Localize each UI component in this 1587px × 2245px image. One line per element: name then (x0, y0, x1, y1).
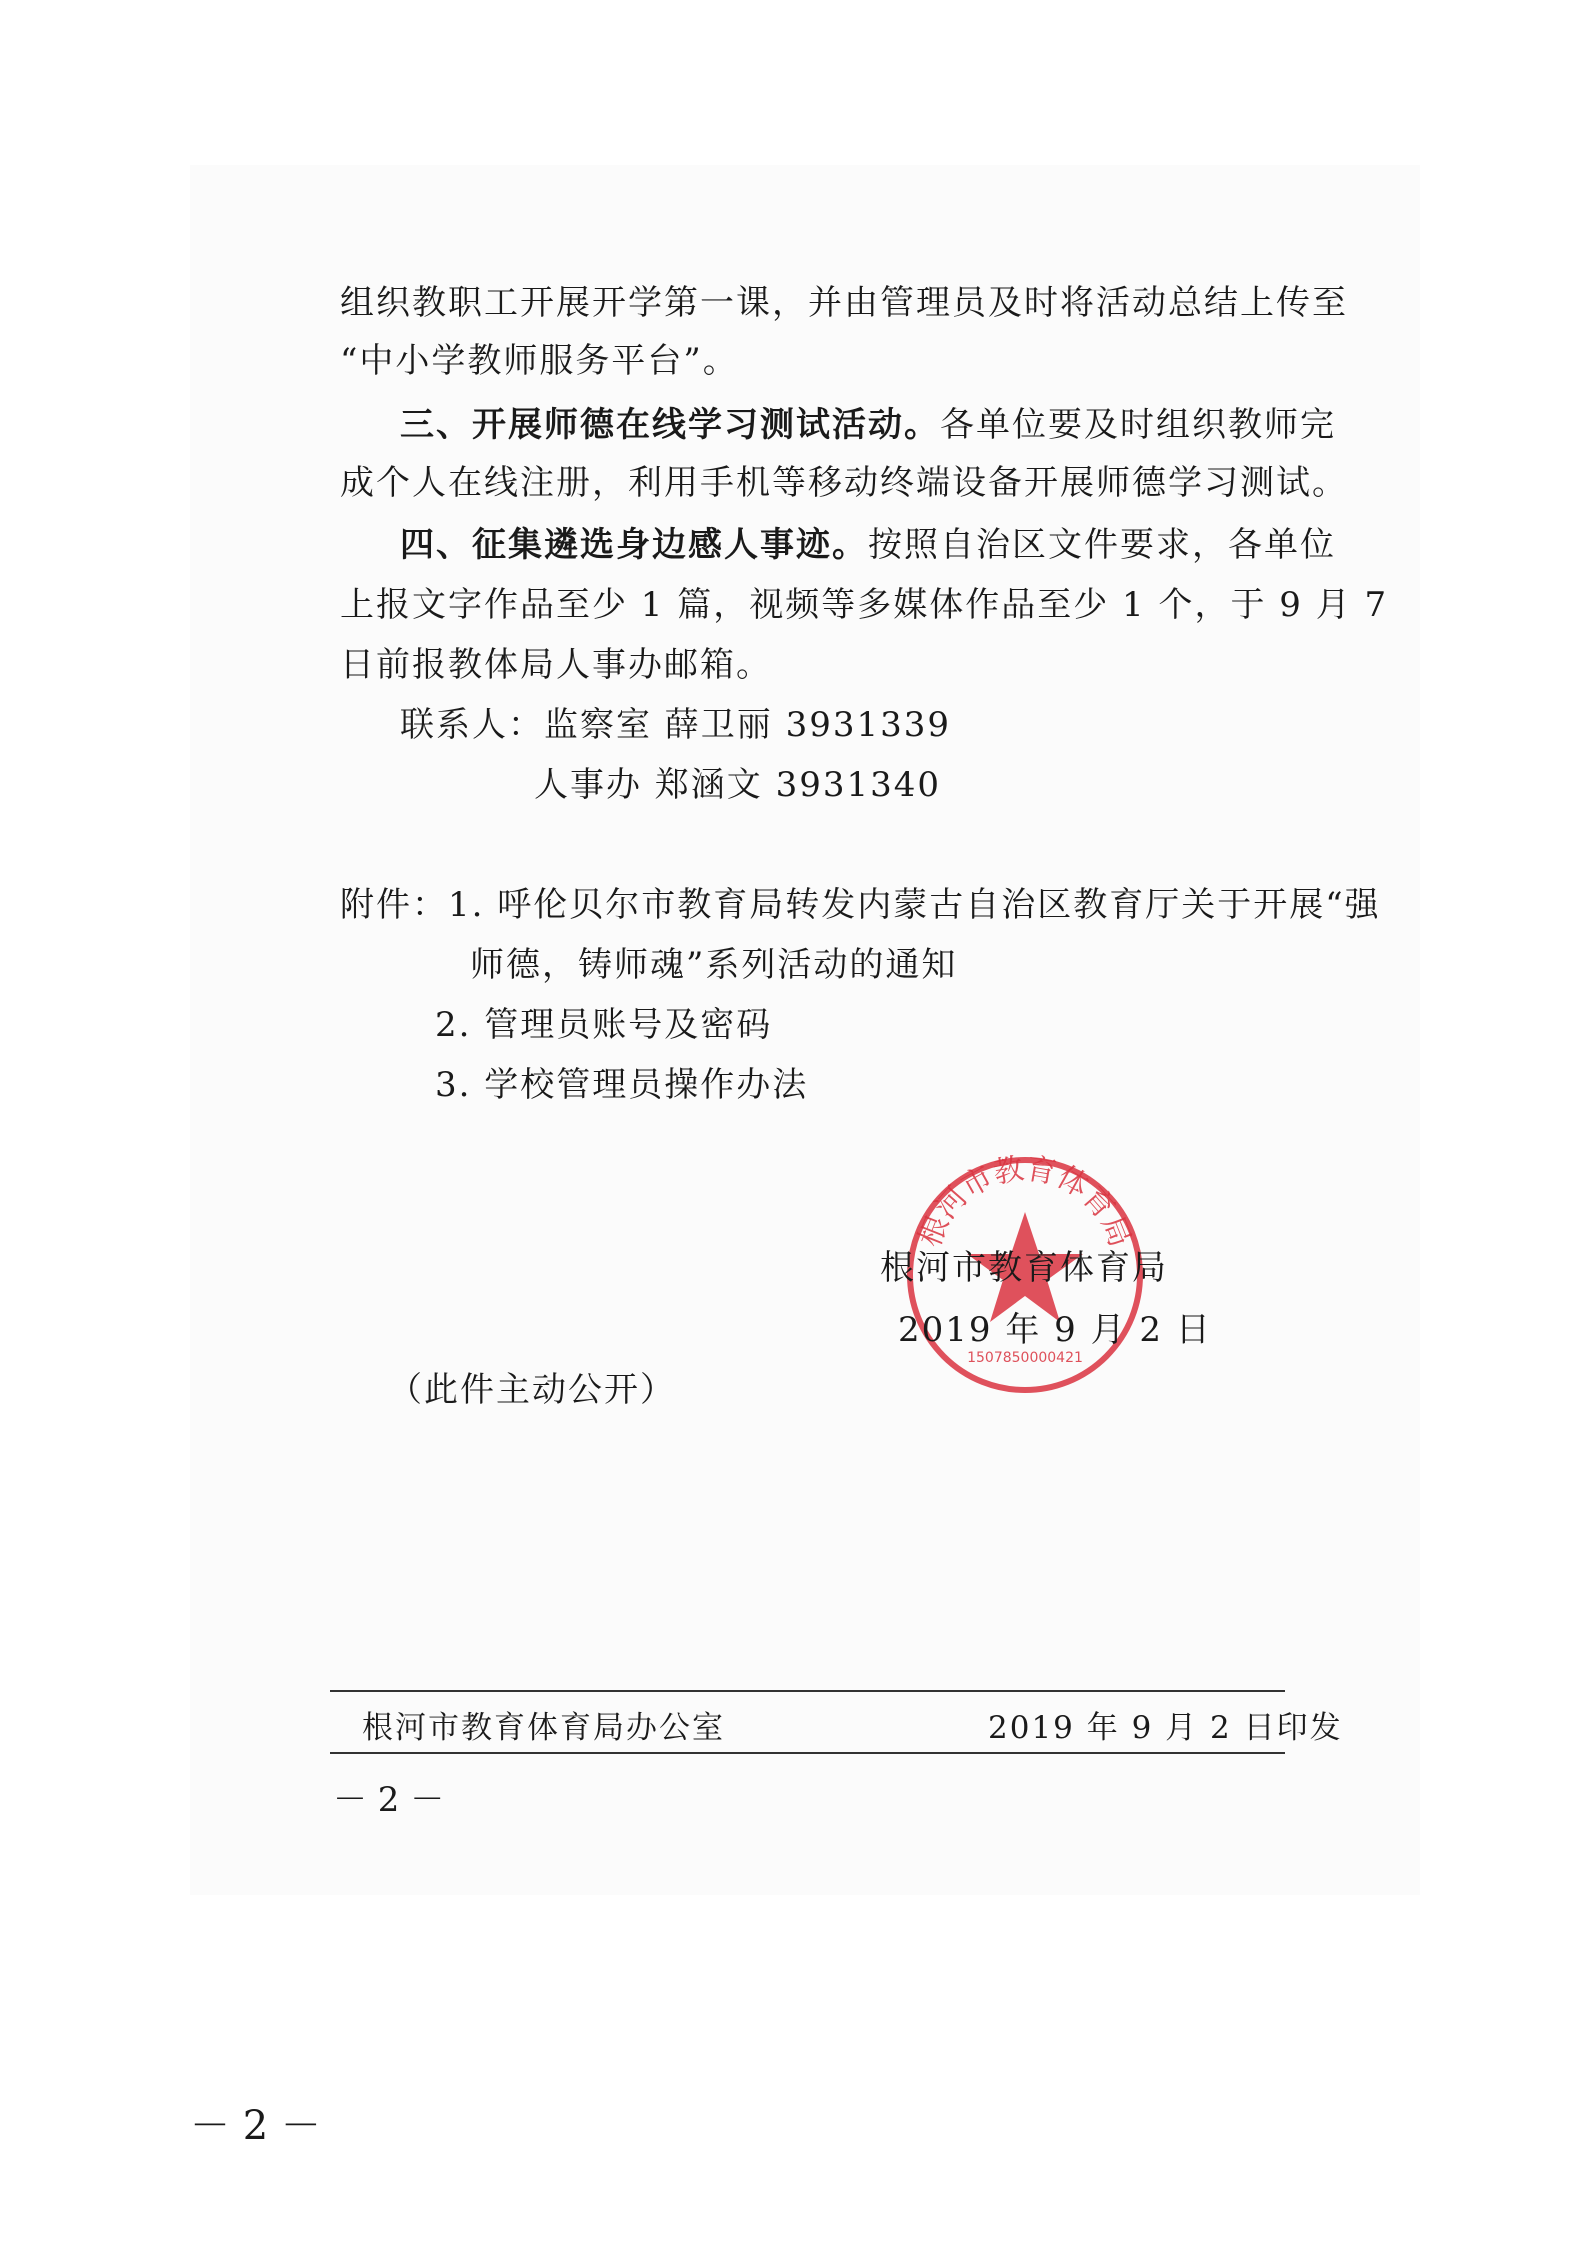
footer-print-date: 2019 年 9 月 2 日印发 (988, 1710, 1343, 1746)
section-4-heading: 四、征集遴选身边感人事迹。 (400, 525, 868, 565)
attachment-1: 1. 呼伦贝尔市教育局转发内蒙古自治区教育厅关于开展“强 (448, 885, 1381, 925)
signature-org: 根河市教育体育局 (880, 1248, 1168, 1288)
paragraph-line: “中小学教师服务平台”。 (340, 341, 739, 381)
footer-issuer: 根河市教育体育局办公室 (362, 1710, 725, 1746)
contact-1: 监察室 薛卫丽 3931339 (544, 705, 952, 745)
contact-2: 人事办 郑涵文 3931340 (534, 765, 942, 805)
section-3-heading: 三、开展师德在线学习测试活动。 (400, 405, 940, 445)
page-number-inner: － 2 － (333, 1780, 445, 1820)
attachment-label: 附件： (340, 885, 448, 925)
contact-label: 联系人： (400, 705, 544, 745)
paragraph-line: 组织教职工开展开学第一课，并由管理员及时将活动总结上传至 (340, 283, 1348, 323)
attachment-line-1 (340, 882, 1381, 928)
attachment-2: 2. 管理员账号及密码 (435, 1005, 773, 1045)
section-4-text: 按照自治区文件要求，各单位 (868, 525, 1336, 565)
seal-code: 1507850000421 (967, 1350, 1083, 1366)
contact-line-1 (400, 702, 951, 748)
attachment-1-cont: 师德，铸师魂”系列活动的通知 (470, 945, 958, 985)
footer-rule-top (330, 1690, 1285, 1692)
section-4-line (400, 522, 1336, 568)
paragraph-line: 上报文字作品至少 1 篇，视频等多媒体作品至少 1 个，于 9 月 7 (340, 585, 1389, 625)
paragraph-line: 日前报教体局人事办邮箱。 (340, 645, 772, 685)
paragraph-line: 成个人在线注册，利用手机等移动终端设备开展师德学习测试。 (340, 463, 1348, 503)
footer-rule-bottom (330, 1752, 1285, 1754)
signature-date: 2019 年 9 月 2 日 (898, 1310, 1212, 1350)
attachment-3: 3. 学校管理员操作办法 (435, 1065, 809, 1105)
section-3-line (400, 402, 1336, 448)
section-3-text: 各单位要及时组织教师完 (940, 405, 1336, 445)
page-number-outer: － 2 － (190, 2103, 321, 2149)
seal-text: 根河市教育体育局 (912, 1151, 1138, 1252)
disclosure-note: （此件主动公开） (388, 1370, 676, 1410)
